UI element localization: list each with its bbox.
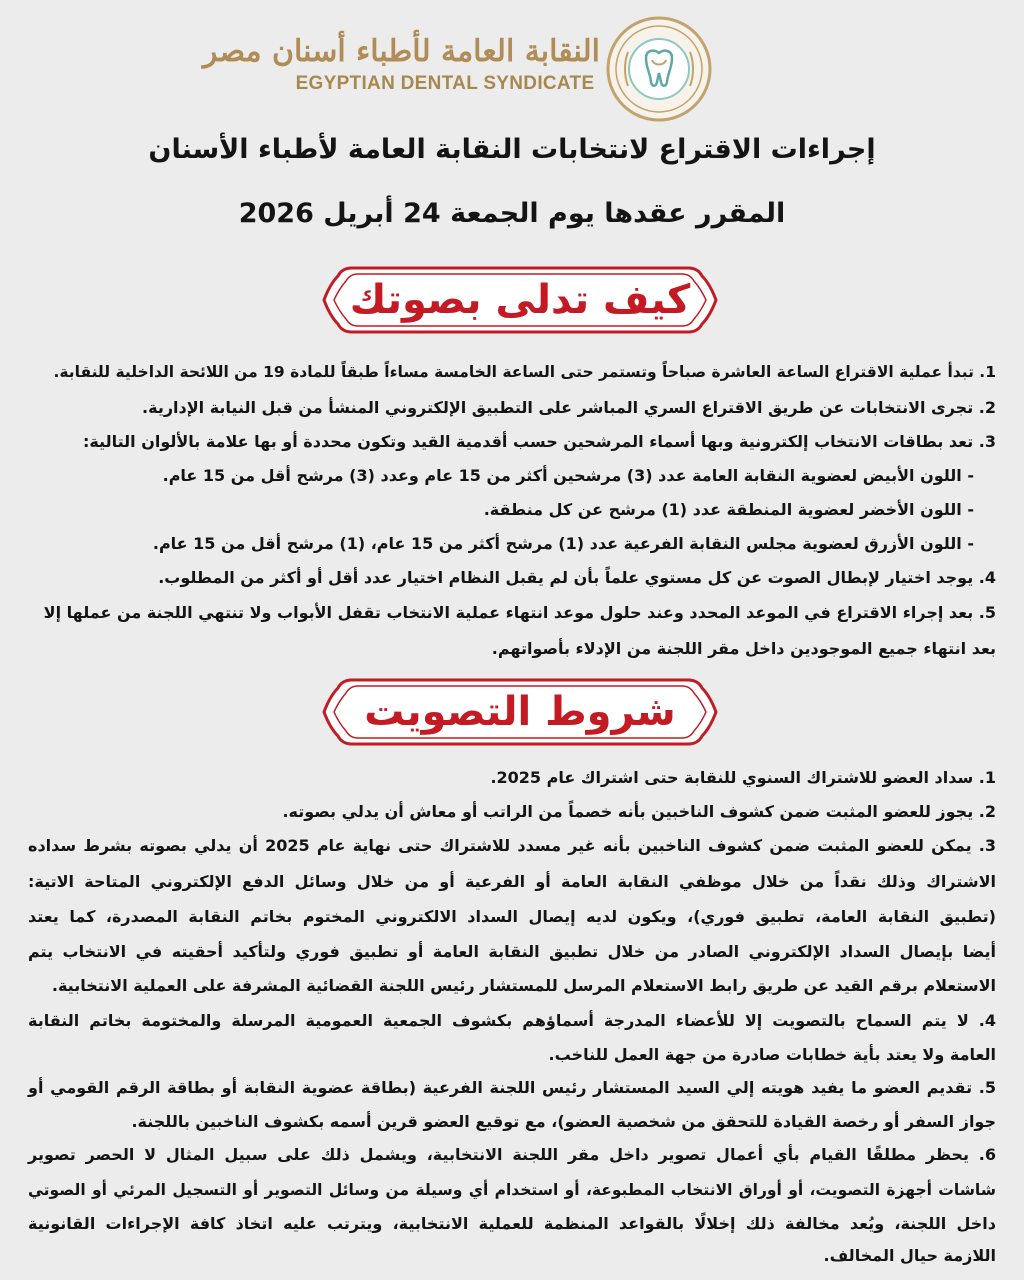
page-subtitle-date: المقرر عقدها يوم الجمعة 24 أبريل 2026 bbox=[238, 198, 786, 229]
list-subitem: - اللون الأبيض لعضوية النقابة العامة عدد (3) مرشحين أكثر من 15 عام وعدد (3) مرشح أقل من 15 عام. bbox=[162, 466, 974, 485]
list-item: 5. تقديم العضو ما يفيد هويته إلي السيد المستشار رئيس اللجنة الفرعية (بطاقة عضوية النقابة أو بطاقة الرقم القومي أو bbox=[28, 1078, 996, 1097]
list-subitem: - اللون الأخضر لعضوية المنطقة عدد (1) مرشح عن كل منطقة. bbox=[483, 500, 974, 519]
list-item: 2. يجوز للعضو المثبت ضمن كشوف الناخبين بأنه خصماً من الراتب أو معاش أن يدلي بصوته. bbox=[282, 802, 996, 821]
logo-arabic-text: النقابة العامة لأطباء أسنان مصر bbox=[202, 34, 600, 69]
list-item: 3. يمكن للعضو المثبت ضمن كشوف الناخبين بأنه غير مسدد للاشتراك حتى نهاية عام 2025 أن يدلي بصوته بشرط سداده bbox=[28, 836, 997, 855]
syndicate-seal-logo bbox=[606, 16, 712, 122]
list-item: 5. بعد إجراء الاقتراع في الموعد المحدد وعند حلول موعد انتهاء عملية الانتخاب تقفل الأبواب ولا تنتهي اللجنة من عملها إلا bbox=[43, 603, 996, 622]
page-title: إجراءات الاقتراع لانتخابات النقابة العامة لأطباء الأسنان bbox=[148, 134, 876, 165]
list-item: 6. يحظر مطلقًا القيام بأي أعمال تصوير داخل مقر اللجنة الانتخابية، ويشمل ذلك على سبيل المثال لا الحصر تصوير bbox=[28, 1145, 996, 1164]
list-item-continuation: داخل اللجنة، ويُعد مخالفة ذلك إخلالًا بالقواعد المنظمة للعملية الانتخابية، ويترتب عليه اتخاذ كافة الإجراءات القانونية bbox=[28, 1214, 996, 1233]
list-item-continuation: شاشات أجهزة التصويت، أو أوراق الانتخاب المطبوعة، أو استخدام أي وسيلة من وسائل التصوير أو التسجيل المرئي أو الصوتي bbox=[28, 1181, 996, 1199]
list-item-continuation: الاستعلام برقم القيد عن طريق رابط الاستعلام المرسل للمستشار رئيس اللجنة القضائية المشرفة على العملية الانتخابية. bbox=[51, 976, 996, 995]
list-item: 1. تبدأ عملية الاقتراع الساعة العاشرة صباحاً وتستمر حتى الساعة الخامسة مساءاً طبقاً للمادة 19 من اللائحة الداخلية للنقابة. bbox=[53, 363, 996, 381]
section-banner-voting-conditions bbox=[318, 674, 722, 750]
list-item-continuation: جواز السفر أو رخصة القيادة للتحقق من شخصية العضو)، مع توقيع العضو قرين أسمه بكشوف الناخبين باللجنة. bbox=[131, 1112, 996, 1131]
list-item-continuation: بعد انتهاء جميع الموجودين داخل مقر اللجنة من الإدلاء بأصواتهم. bbox=[491, 639, 996, 658]
section-heading: كيف تدلى بصوتك bbox=[349, 277, 691, 323]
list-item: 2. تجرى الانتخابات عن طريق الاقتراع السري المباشر على التطبيق الإلكتروني المنشأ من قبل النيابة الإدارية. bbox=[142, 398, 996, 417]
list-item: 3. تعد بطاقات الانتخاب إلكترونية وبها أسماء المرشحين حسب أقدمية القيد وتكون محددة أو بها علامة بالألوان التالية: bbox=[82, 432, 996, 451]
header bbox=[0, 12, 1024, 120]
syndicate-wordmark bbox=[202, 32, 600, 112]
list-item: 4. لا يتم السماح بالتصويت إلا للأعضاء المدرجة أسماؤهم بكشوف الجمعية العمومية المرسلة والمختومة بخاتم النقابة bbox=[28, 1011, 996, 1030]
list-item: 4. يوجد اختيار لإبطال الصوت عن كل مستوي علماً بأن لم يقبل النظام اختيار عدد أقل أو أكثر من المطلوب. bbox=[158, 568, 996, 587]
section-heading: شروط التصويت bbox=[364, 689, 676, 735]
list-item-continuation: العامة ولا يعتد بأية خطابات صادرة من جهة العمل للناخب. bbox=[548, 1045, 996, 1064]
list-item-continuation: اللازمة حيال المخالف. bbox=[823, 1246, 996, 1265]
list-item: 1. سداد العضو للاشتراك السنوي للنقابة حتى اشتراك عام 2025. bbox=[490, 768, 996, 787]
section-banner-how-to-vote bbox=[318, 262, 722, 338]
logo-english-text: EGYPTIAN DENTAL SYNDICATE bbox=[295, 73, 595, 94]
tooth-seal-icon bbox=[606, 16, 712, 122]
list-item-continuation: (تطبيق النقابة العامة، تطبيق فوري)، ويكون لديه إيصال السداد الالكتروني المختوم بخاتم النقابة المصدرة، كما يعتد bbox=[28, 907, 996, 926]
list-item-continuation: الاشتراك وذلك نقداً من خلال موظفي النقابة العامة أو الفرعية أو من خلال وسائل الدفع الإلكتروني المتاحة الاتية: bbox=[28, 872, 996, 891]
list-item-continuation: أيضا بإيصال السداد الإلكتروني الصادر من خلال تطبيق النقابة العامة أو تطبيق فوري ولتأكيد أحقيته في الانتخاب يتم bbox=[28, 942, 996, 961]
list-subitem: - اللون الأزرق لعضوية مجلس النقابة الفرعية عدد (1) مرشح أكثر من 15 عام، (1) مرشح أقل من 15 عام. bbox=[152, 534, 974, 553]
